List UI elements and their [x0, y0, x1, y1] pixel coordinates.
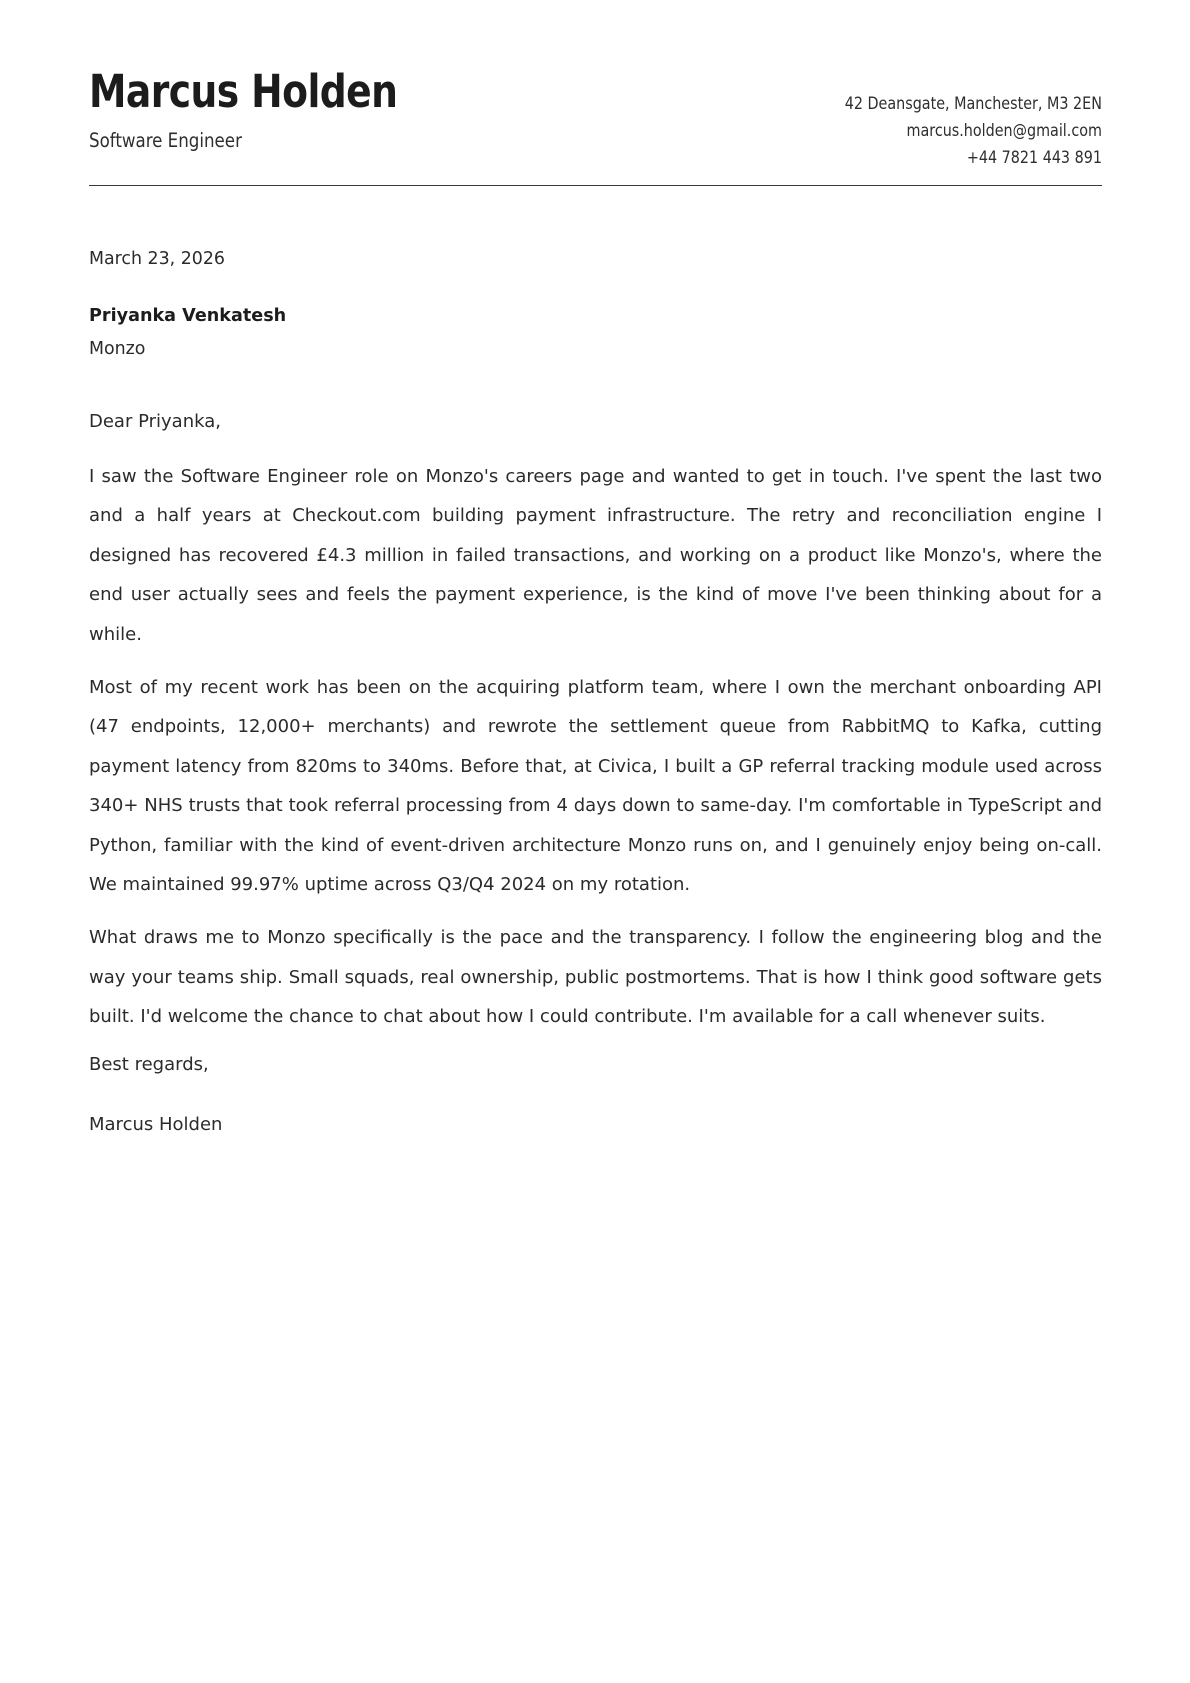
letter-date: March 23, 2026: [89, 249, 225, 270]
letterhead: [89, 62, 1102, 185]
candidate-job-title: Software Engineer: [89, 128, 242, 152]
closing-salutation: Best regards,: [89, 1053, 209, 1075]
recipient-name: Priyanka Venkatesh: [89, 306, 287, 327]
candidate-name: Marcus Holden: [89, 65, 398, 118]
contact-email[interactable]: marcus.holden@gmail.com: [906, 121, 1102, 141]
letter-body: [89, 362, 1102, 1138]
body-paragraph-3: What draws me to Monzo specifically is the pace and the transparency. I follow the engineering blog and the way your teams ship. Small squads, real ownership, public postmortems. That is how I think good software gets built. I'd welcome the chance to chat about how I could contribute. I'm available for a call whenever suits.: [89, 927, 1102, 1028]
body-paragraph-2: Most of my recent work has been on the acquiring platform team, where I own the merchant onboarding API (47 endpoints, 12,000+ merchants) and rewrote the settlement queue from RabbitMQ to Kafka, cutting payment latency from 820ms to 340ms. Before that, at Civica, I built a GP referral tracking module used across 340+ NHS trusts that took referral processing from 4 days down to same-day. I'm comfortable in TypeScript and Python, familiar with the kind of event-driven architecture Monzo runs on, and I genuinely enjoy being on-call. We maintained 99.97% uptime across Q3/Q4 2024 on my rotation.: [89, 677, 1102, 896]
contact-block: [834, 62, 1102, 171]
salutation: Dear Priyanka,: [89, 410, 221, 432]
contact-phone[interactable]: +44 7821 443 891: [966, 148, 1102, 168]
letter-meta: [89, 186, 1102, 362]
signature-name: Marcus Holden: [89, 1113, 223, 1135]
identity-block: [89, 62, 421, 152]
recipient-company: Monzo: [89, 338, 146, 359]
contact-address: 42 Deansgate, Manchester, M3 2EN: [844, 94, 1102, 113]
body-paragraph-1: I saw the Software Engineer role on Monzo's careers page and wanted to get in touch. I've spent the last two and a half years at Checkout.com building payment infrastructure. The retry and reconciliation engine I designed has recovered £4.3 million in failed transactions, and working on a product like Monzo's, where the end user actually sees and feels the payment experience, is the kind of move I've been thinking about for a while.: [89, 465, 1102, 645]
